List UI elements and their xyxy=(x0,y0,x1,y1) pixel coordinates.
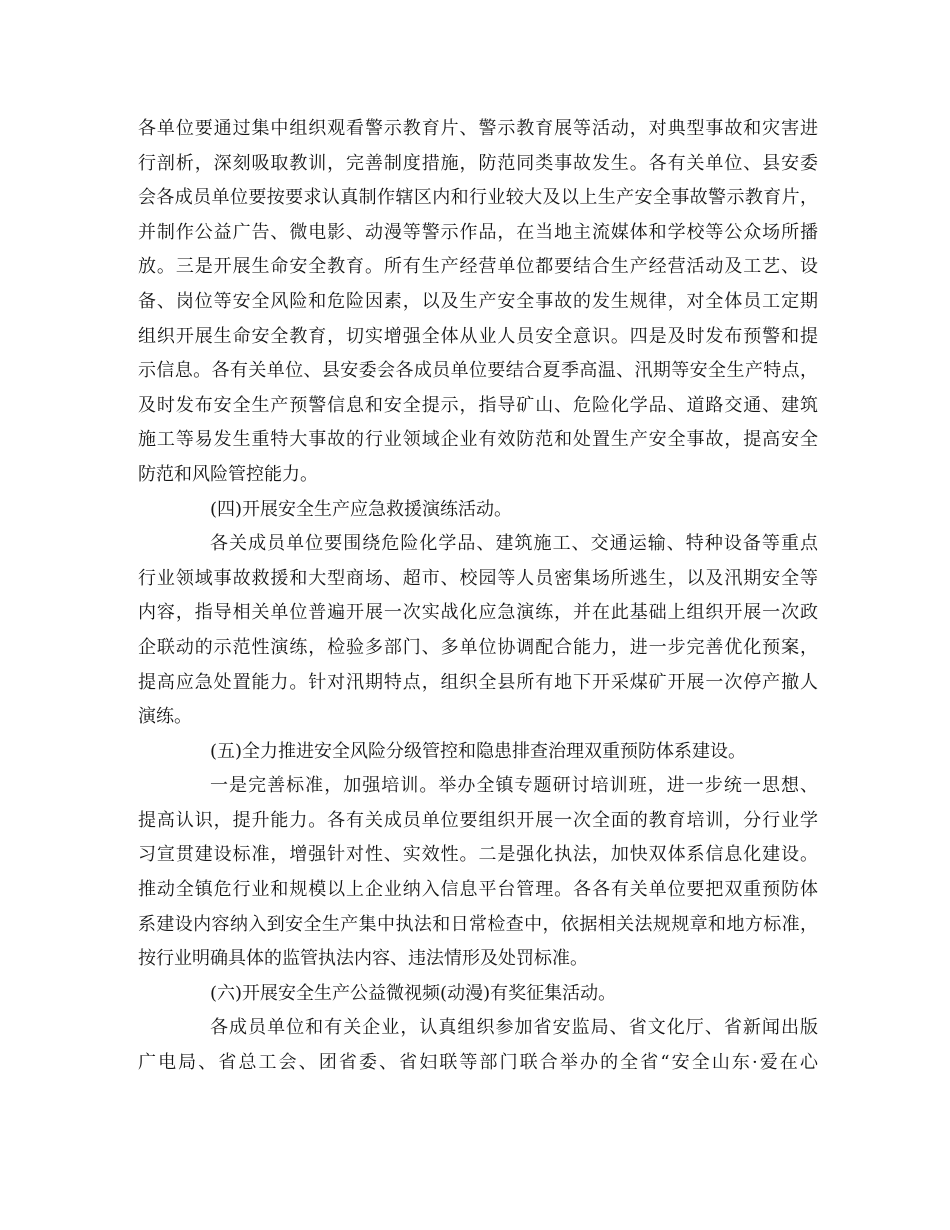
text-line: 行业领域事故救援和大型商场、超市、校园等人员密集场所逃生，以及汛期安全等 xyxy=(138,567,818,589)
text-line: 系建设内容纳入到安全生产集中执法和日常检查中，依据相关法规规章和地方标准， xyxy=(138,913,818,935)
text-line: 推动全镇危行业和规模以上企业纳入信息平台管理。各各有关单位要把双重预防体 xyxy=(138,879,818,901)
text-line: 并制作公益广告、微电影、动漫等警示作品，在当地主流媒体和学校等公众场所播 xyxy=(138,221,818,243)
text-line: 会各成员单位要按要求认真制作辖区内和行业较大及以上生产安全事故警示教育片， xyxy=(138,187,818,209)
text-line: 各成员单位和有关企业，认真组织参加省安监局、省文化厅、省新闻出版 xyxy=(210,1017,818,1039)
text-line: 备、岗位等安全风险和危险因素，以及生产安全事故的发生规律，对全体员工定期 xyxy=(138,290,818,312)
text-line: 及时发布安全生产预警信息和安全提示，指导矿山、危险化学品、道路交通、建筑 xyxy=(138,394,818,416)
text-line: 放。三是开展生命安全教育。所有生产经营单位都要结合生产经营活动及工艺、设 xyxy=(138,256,818,278)
text-line: 防范和风险管控能力。 xyxy=(138,463,318,485)
text-line: 行剖析，深刻吸取教训，完善制度措施，防范同类事故发生。各有关单位、县安委 xyxy=(138,152,818,174)
text-line: 各关成员单位要围绕危险化学品、建筑施工、交通运输、特种设备等重点 xyxy=(210,533,818,555)
text-line: (四)开展安全生产应急救援演练活动。 xyxy=(210,498,513,520)
text-line: 提高应急处置能力。针对汛期特点，组织全县所有地下开采煤矿开展一次停产撤人 xyxy=(138,671,818,693)
text-line: 演练。 xyxy=(138,706,192,728)
text-line: 内容，指导相关单位普遍开展一次实战化应急演练，并在此基础上组织开展一次政 xyxy=(138,602,818,624)
text-line: (五)全力推进安全风险分级管控和隐患排查治理双重预防体系建设。 xyxy=(210,740,747,762)
text-line: 习宣贯建设标准，增强针对性、实效性。二是强化执法，加快双体系信息化建设。 xyxy=(138,844,818,866)
text-line: 组织开展生命安全教育，切实增强全体从业人员安全意识。四是及时发布预警和提 xyxy=(138,325,818,347)
text-line: (六)开展安全生产公益微视频(动漫)有奖征集活动。 xyxy=(210,982,617,1004)
document-body xyxy=(138,112,818,1081)
text-line: 企联动的示范性演练，检验多部门、多单位协调配合能力，进一步完善优化预案， xyxy=(138,636,818,658)
text-line: 施工等易发生重特大事故的行业领域企业有效防范和处置生产安全事故，提高安全 xyxy=(138,429,818,451)
text-line: 按行业明确具体的监管执法内容、违法情形及处罚标准。 xyxy=(138,948,588,970)
text-line: 广电局、省总工会、团省委、省妇联等部门联合举办的全省“安全山东·爱在心 xyxy=(138,1052,818,1074)
text-line: 示信息。各有关单位、县安委会各成员单位要结合夏季高温、汛期等安全生产特点， xyxy=(138,360,818,382)
text-line: 提高认识，提升能力。各有关成员单位要组织开展一次全面的教育培训，分行业学 xyxy=(138,809,818,831)
text-line: 一是完善标准，加强培训。举办全镇专题研讨培训班，进一步统一思想、 xyxy=(210,775,818,797)
text-line: 各单位要通过集中组织观看警示教育片、警示教育展等活动，对典型事故和灾害进 xyxy=(138,118,818,139)
